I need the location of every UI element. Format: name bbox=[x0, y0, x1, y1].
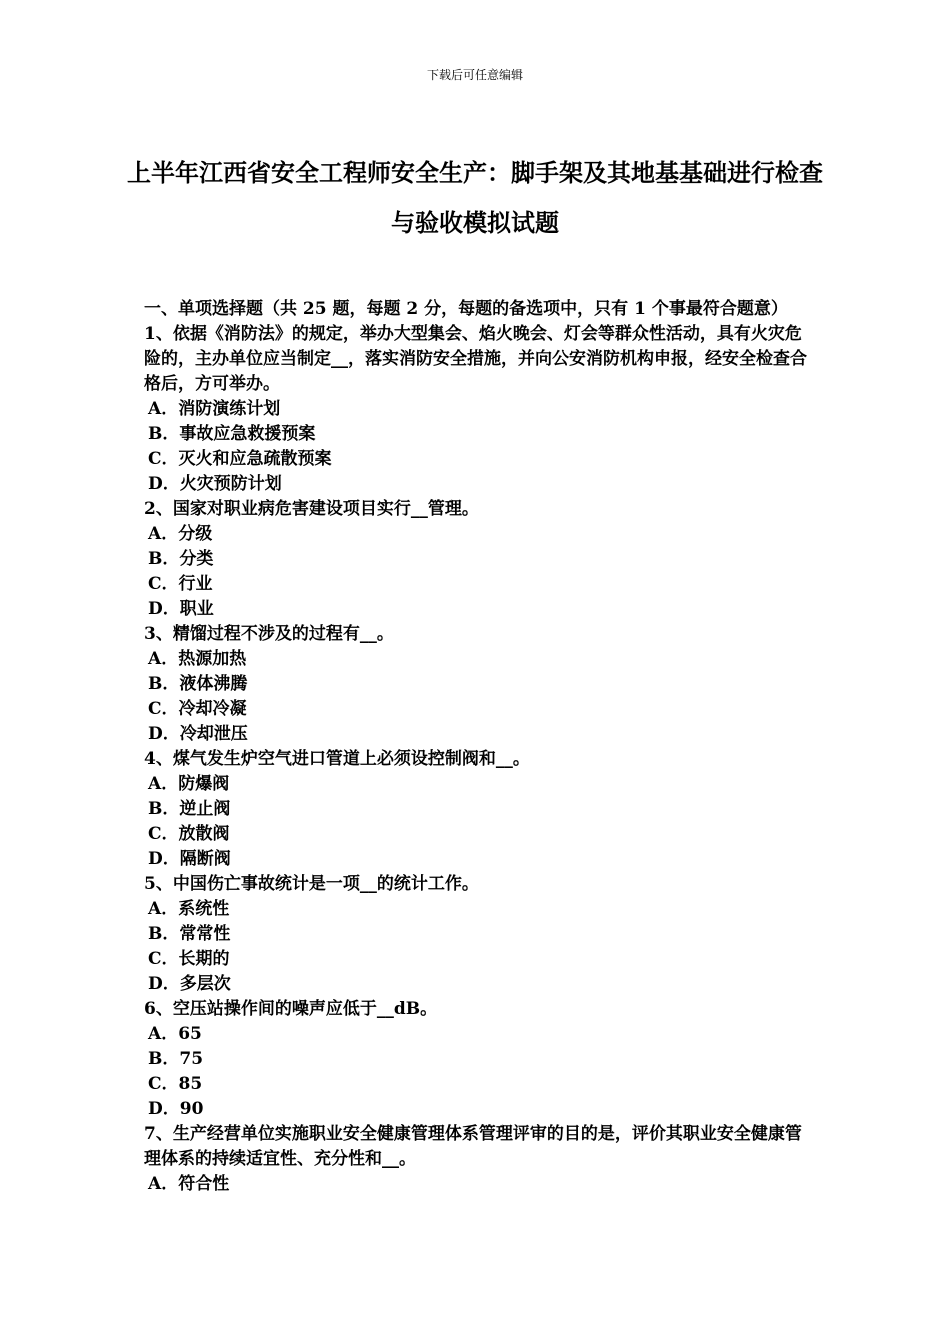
question-option: A．65 bbox=[148, 1024, 202, 1044]
question-option: A．防爆阀 bbox=[148, 774, 230, 794]
question-option: B．分类 bbox=[148, 549, 214, 569]
question-option: C．冷却冷凝 bbox=[148, 699, 247, 719]
question-option: A．符合性 bbox=[148, 1174, 230, 1194]
question-option: C．85 bbox=[148, 1074, 203, 1094]
question-option: A．热源加热 bbox=[148, 649, 247, 669]
question-option: A．分级 bbox=[148, 524, 213, 544]
question-option: A．消防演练计划 bbox=[148, 399, 281, 419]
question-option: D．90 bbox=[148, 1099, 204, 1119]
question-stem: 2、国家对职业病危害建设项目实行__管理。 bbox=[144, 499, 479, 519]
question-stem: 1、依据《消防法》的规定，举办大型集会、焰火晚会、灯会等群众性活动，具有火灾危险的，主办单位应当制定__，落实消防安全措施，并向公安消防机构申报，经安全检查合格后，方可举办。 bbox=[144, 324, 807, 394]
question-option: B．75 bbox=[148, 1049, 204, 1069]
question-stem: 4、煤气发生炉空气进口管道上必须设控制阀和__。 bbox=[144, 749, 530, 769]
question-option: C．长期的 bbox=[148, 949, 230, 969]
question-option: D．冷却泄压 bbox=[148, 724, 248, 744]
question-stem: 5、中国伤亡事故统计是一项__的统计工作。 bbox=[144, 874, 479, 894]
question-stem: 7、生产经营单位实施职业安全健康管理体系管理评审的目的是，评价其职业安全健康管理体系的持续适宜性、充分性和__。 bbox=[144, 1124, 802, 1169]
section-heading: 一、单项选择题（共 25 题，每题 2 分，每题的备选项中，只有 1 个事最符合题意） bbox=[144, 299, 788, 319]
question-option: D．火灾预防计划 bbox=[148, 474, 282, 494]
question-stem: 3、精馏过程不涉及的过程有__。 bbox=[144, 624, 394, 644]
question-option: C．行业 bbox=[148, 574, 213, 594]
question-option: B．逆止阀 bbox=[148, 799, 231, 819]
question-option: A．系统性 bbox=[148, 899, 230, 919]
question-stem: 6、空压站操作间的噪声应低于__dB。 bbox=[144, 999, 438, 1019]
page-title: 上半年江西省安全工程师安全生产：脚手架及其地基基础进行检查与验收模拟试题 bbox=[127, 158, 823, 237]
question-option: B．事故应急救援预案 bbox=[148, 424, 316, 444]
question-option: C．放散阀 bbox=[148, 824, 230, 844]
question-option: D．隔断阀 bbox=[148, 849, 231, 869]
question-option: D．职业 bbox=[148, 599, 214, 619]
question-option: B．液体沸腾 bbox=[148, 674, 248, 694]
question-list bbox=[144, 297, 808, 1197]
question-option: C．灭火和应急疏散预案 bbox=[148, 449, 332, 469]
question-option: B．常常性 bbox=[148, 924, 231, 944]
header-note: 下载后可任意编辑 bbox=[426, 68, 523, 82]
question-option: D．多层次 bbox=[148, 974, 231, 994]
